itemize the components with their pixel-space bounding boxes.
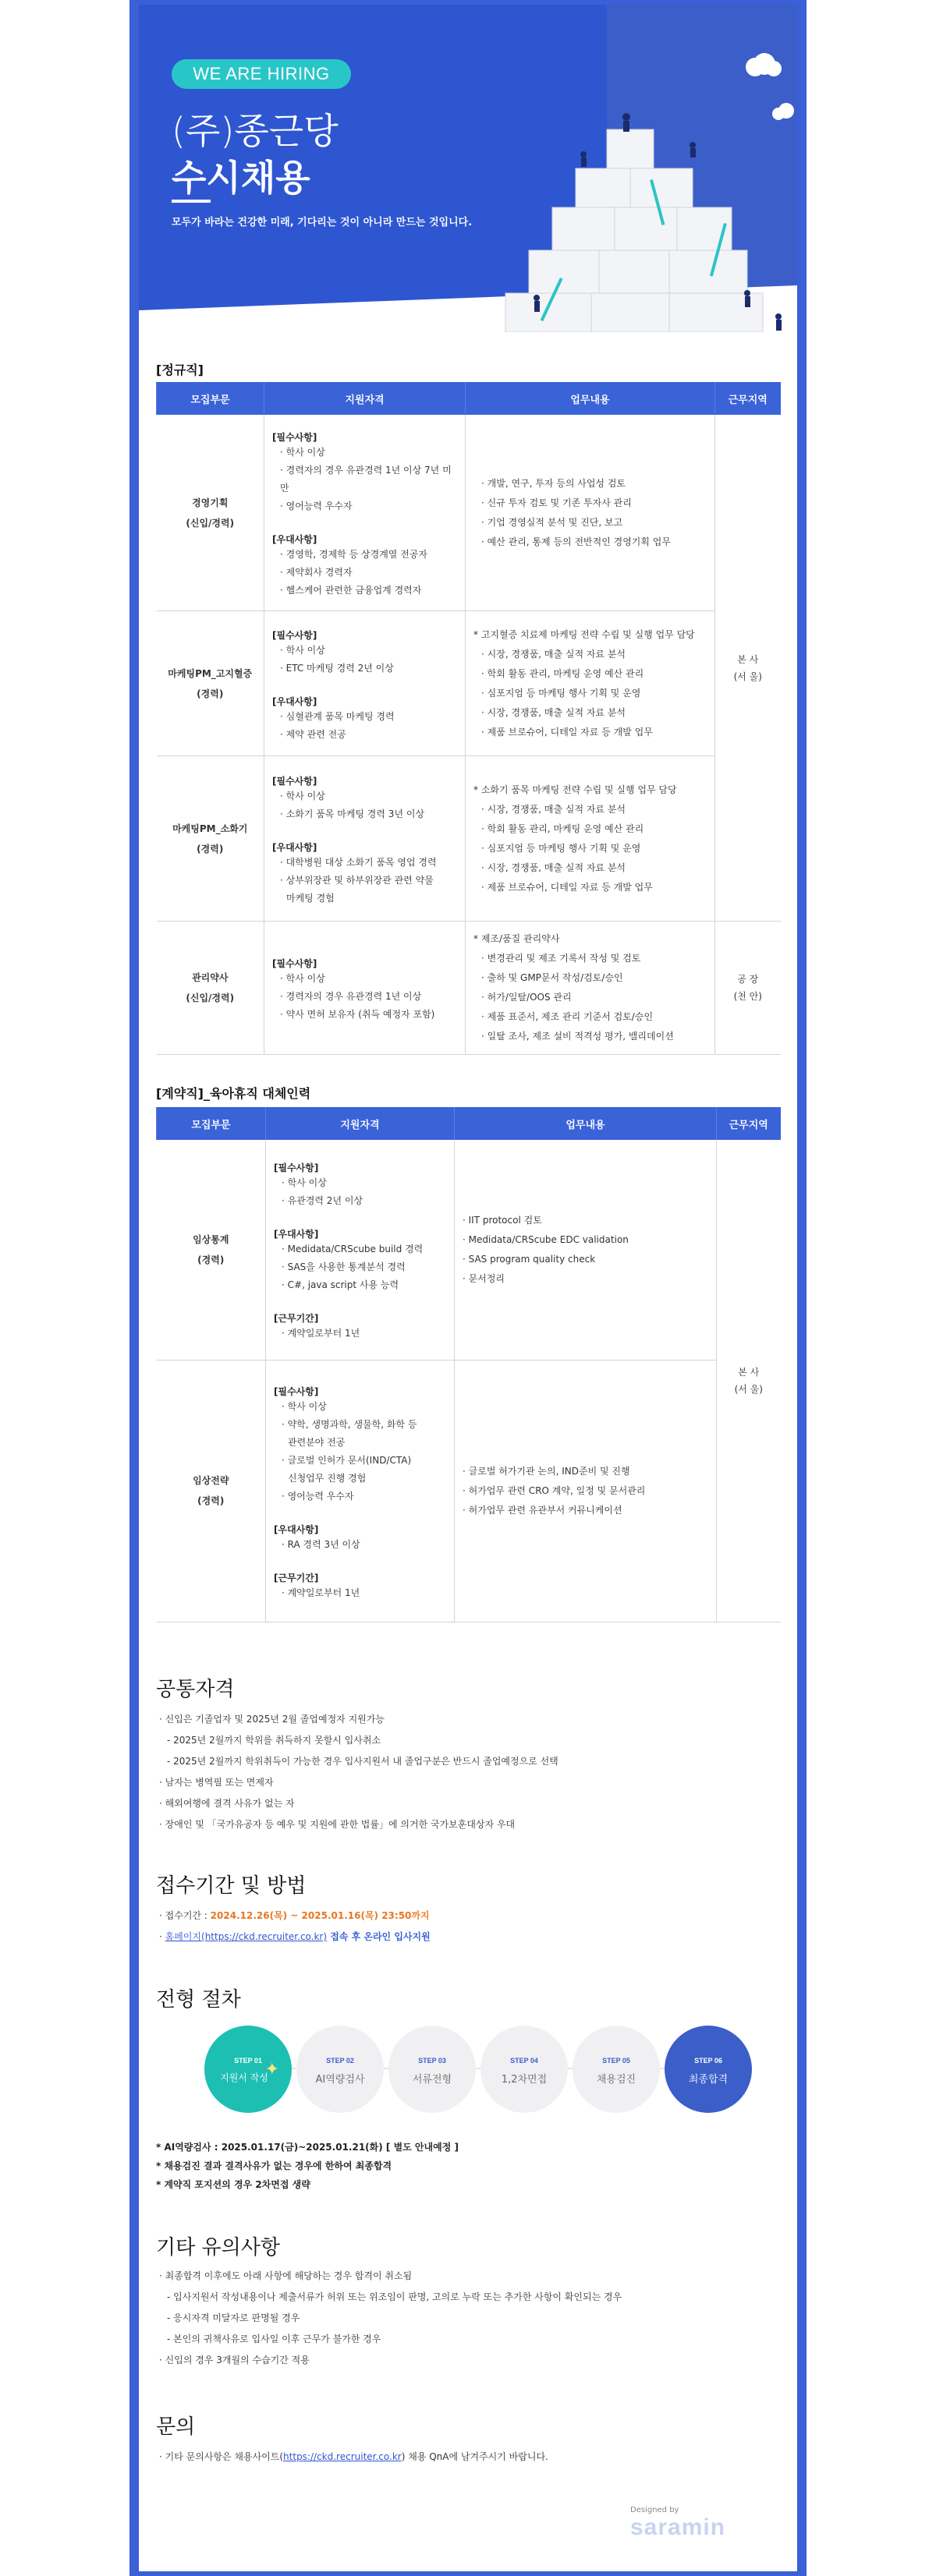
- apply-list: [159, 1905, 431, 1948]
- qualification-cell: [필수사항] · 학사 이상 · 유관경력 2년 이상 [우대사항] · Medidata/CRScube build 경력 · SAS을 사용한 통계분석 경력 · C#, java script 사용 능력 [근무기간] · 계약일로부터 1년: [266, 1140, 455, 1360]
- note-item: * AI역량검사 : 2025.01.17(금)~2025.01.21(화) [ 별도 안내예정 ]: [156, 2142, 459, 2153]
- etc-list: [159, 2266, 622, 2371]
- table-row: [157, 415, 781, 611]
- qualification-cell: [필수사항] · 학사 이상 · 약학, 생명과학, 생물학, 화학 등 관련분야 전공 · 글로벌 인허가 문서(IND/CTA) 신청업무 진행 경험 · 영어능력 우수자 [우대사항] · RA 경력 3년 이상 [근무기간] · 계약일로부터 1년: [266, 1360, 455, 1622]
- dept-cell: 관리약사 (신입/경력): [157, 922, 264, 1055]
- step-item: STEP 04 1,2차면접: [480, 2026, 568, 2113]
- qualification-cell: [필수사항] · 학사 이상 · 경력자의 경우 유관경력 1년 이상 7년 미만 · 영어능력 우수자 [우대사항] · 경영학, 경제학 등 상경계열 전공자 · 제약회사 경력자 · 헬스케어 관련한 금융업계 경력자: [264, 415, 466, 611]
- regular-jobs-table: [156, 382, 781, 1055]
- table-header-row: [157, 1107, 781, 1140]
- process-notes: [156, 2138, 459, 2194]
- common-title: 공통자격: [156, 1678, 235, 1701]
- qualification-cell: [필수사항] · 학사 이상 · 경력자의 경우 유관경력 1년 이상 · 약사 면허 보유자 (취득 예정자 포함): [264, 922, 466, 1055]
- apply-title: 접수기간 및 방법: [156, 1874, 307, 1898]
- table-row: [157, 1140, 781, 1360]
- company-name: (주)종근당: [172, 110, 339, 152]
- list-item: · 신입의 경우 3개월의 수습기간 적용: [159, 2355, 310, 2365]
- contract-section-label: [계약직]_육아휴직 대체인력: [156, 1086, 311, 1101]
- step-item: STEP 05 채용검진: [573, 2026, 660, 2113]
- contact-list: [159, 2447, 548, 2468]
- header-dept: 모집부문: [157, 382, 264, 415]
- list-item: · 장애인 및 「국가유공자 등 예우 및 지원에 관한 법률」에 의거한 국가보훈대상자 우대: [159, 1819, 516, 1830]
- header-qualification: 지원자격: [264, 382, 466, 415]
- region-cell: 본 사 (서 울): [715, 415, 781, 922]
- saramin-logo: Designed by saramin: [630, 2506, 726, 2540]
- dept-cell: 마케팅PM_고지혈증 (경력): [157, 611, 264, 756]
- regular-section-label: [정규직]: [156, 363, 204, 377]
- list-item: - 2025년 2월까지 학위를 취득하지 못할시 입사취소: [167, 1735, 381, 1746]
- list-item: · 최종합격 이후에도 아래 사항에 해당하는 경우 합격이 취소됨: [159, 2270, 413, 2281]
- duties-cell: · 글로벌 허가기관 논의, IND준비 및 진행 · 허가업무 관련 CRO 계약, 일정 및 문서관리 · 허가업무 관련 유관부서 커뮤니케이션: [455, 1360, 717, 1622]
- list-item: · 접수기간 : 2024.12.26(목) ~ 2025.01.16(목) 23:50까지: [159, 1910, 430, 1921]
- lightbulb-icon: ✦: [264, 2060, 279, 2079]
- hero-banner: [139, 5, 797, 332]
- header-duties: 업무내용: [466, 382, 715, 415]
- step-item: STEP 02 AI역량검사: [296, 2026, 384, 2113]
- qualification-cell: [필수사항] · 학사 이상 · 소화기 품목 마케팅 경력 3년 이상 [우대사항] · 대학병원 대상 소화기 품목 영업 경력 · 상부위장관 및 하부위장관 관련 약물 마케팅 경험: [264, 756, 466, 922]
- table-row: [157, 756, 781, 922]
- contract-jobs-table: [156, 1107, 781, 1622]
- process-steps: [139, 2026, 797, 2127]
- step-item: STEP 01 지원서 작성 ✦: [204, 2026, 292, 2113]
- header-qualification: 지원자격: [266, 1107, 455, 1140]
- list-item: · 홈페이지(https://ckd.recruiter.co.kr) 접속 후 온라인 입사지원: [159, 1931, 431, 1942]
- list-item: · 기타 문의사항은 채용사이트(https://ckd.recruiter.co.kr) 채용 QnA에 남겨주시기 바랍니다.: [159, 2451, 548, 2462]
- list-item: - 본인의 귀책사유로 입사일 이후 근무가 불가한 경우: [167, 2334, 381, 2344]
- header-duties: 업무내용: [455, 1107, 717, 1140]
- duties-cell: * 소화기 품목 마케팅 전략 수립 및 실행 업무 담당 · 시장, 경쟁품, 매출 실적 자료 분석 · 학회 활동 관리, 마케팅 운영 예산 관리 · 심포지엄 등 마케팅 행사 기획 및 운영 · 시장, 경쟁품, 매출 실적 자료 분석 · 제품 브로슈어, 디테일 자료 등 개발 업무: [466, 756, 715, 922]
- region-cell: 공 장 (천 안): [715, 922, 781, 1055]
- header-dept: 모집부문: [157, 1107, 266, 1140]
- common-list: [159, 1709, 558, 1835]
- note-item: * 계약직 포지션의 경우 2차면접 생략: [156, 2179, 310, 2190]
- list-item: - 입사지원서 작성내용이나 제출서류가 허위 또는 위조임이 판명, 고의로 누락 또는 추가한 사항이 확인되는 경우: [167, 2291, 622, 2302]
- list-item: - 응시자격 미달자로 판명될 경우: [167, 2312, 300, 2323]
- list-item: · 남자는 병역필 또는 면제자: [159, 1777, 274, 1788]
- step-item: STEP 03 서류전형: [388, 2026, 476, 2113]
- duties-cell: · IIT protocol 검토 · Medidata/CRScube EDC validation · SAS program quality check · 문서정리: [455, 1140, 717, 1360]
- list-item: - 2025년 2월까지 학위취득이 가능한 경우 입사지원서 내 졸업구분은 반드시 졸업예정으로 선택: [167, 1756, 558, 1767]
- table-row: [157, 611, 781, 756]
- table-header-row: [157, 382, 781, 415]
- contact-title: 문의: [156, 2415, 196, 2439]
- list-item: · 신입은 기졸업자 및 2025년 2월 졸업예정자 지원가능: [159, 1714, 385, 1725]
- qualification-cell: [필수사항] · 학사 이상 · ETC 마케팅 경력 2년 이상 [우대사항] · 심혈관계 품목 마케팅 경력 · 제약 관련 전공: [264, 611, 466, 756]
- page-content: [139, 5, 797, 2571]
- page-headline: 수시채용: [172, 157, 310, 199]
- list-item: · 해외여행에 결격 사유가 없는 자: [159, 1798, 295, 1809]
- step-item: STEP 06 최종합격: [665, 2026, 752, 2113]
- note-item: * 채용검진 결과 결격사유가 없는 경우에 한하여 최종합격: [156, 2160, 392, 2171]
- etc-title: 기타 유의사항: [156, 2236, 280, 2259]
- table-row: [157, 1360, 781, 1622]
- region-cell: 본 사 (서 울): [717, 1140, 781, 1622]
- dept-cell: 경영기획 (신입/경력): [157, 415, 264, 611]
- apply-period: 2024.12.26(목) ~ 2025.01.16(목) 23:50까지: [210, 1910, 430, 1921]
- dept-cell: 임상전략 (경력): [157, 1360, 266, 1622]
- duties-cell: * 제조/품질 관리약사 · 변경관리 및 제조 기록서 작성 및 검토 · 출하 및 GMP문서 작성/검토/승인 · 허가/일탈/OOS 관리 · 제품 표준서, 제조 관리 기준서 검토/승인 · 일탈 조사, 제조 설비 적격성 평가, 밸리데이션: [466, 922, 715, 1055]
- apply-homepage-link[interactable]: 홈페이지(https://ckd.recruiter.co.kr): [165, 1931, 328, 1942]
- hero-divider: [172, 200, 211, 203]
- table-row: [157, 922, 781, 1055]
- dept-cell: 마케팅PM_소화기 (경력): [157, 756, 264, 922]
- duties-cell: * 고지혈증 치료제 마케팅 전략 수립 및 실행 업무 담당 · 시장, 경쟁품, 매출 실적 자료 분석 · 학회 활동 관리, 마케팅 운영 예산 관리 · 심포지엄 등 마케팅 행사 기획 및 운영 · 시장, 경쟁품, 매출 실적 자료 분석 · 제품 브로슈어, 디테일 자료 등 개발 업무: [466, 611, 715, 756]
- process-title: 전형 절차: [156, 1988, 241, 2012]
- dept-cell: 임상통계 (경력): [157, 1140, 266, 1360]
- header-region: 근무지역: [715, 382, 781, 415]
- duties-cell: · 개발, 연구, 투자 등의 사업성 검토 · 신규 투자 검토 및 기존 투자사 관리 · 기업 경영실적 분석 및 진단, 보고 · 예산 관리, 통제 등의 전반적인 경영기획 업무: [466, 415, 715, 611]
- hiring-badge: WE ARE HIRING: [172, 59, 351, 89]
- header-region: 근무지역: [717, 1107, 781, 1140]
- pyramid-illustration: [490, 20, 797, 332]
- recruit-site-link[interactable]: https://ckd.recruiter.co.kr: [283, 2451, 402, 2462]
- page-frame: [129, 0, 807, 2576]
- hero-tagline: 모두가 바라는 건강한 미래, 기다리는 것이 아니라 만드는 것입니다.: [172, 217, 473, 228]
